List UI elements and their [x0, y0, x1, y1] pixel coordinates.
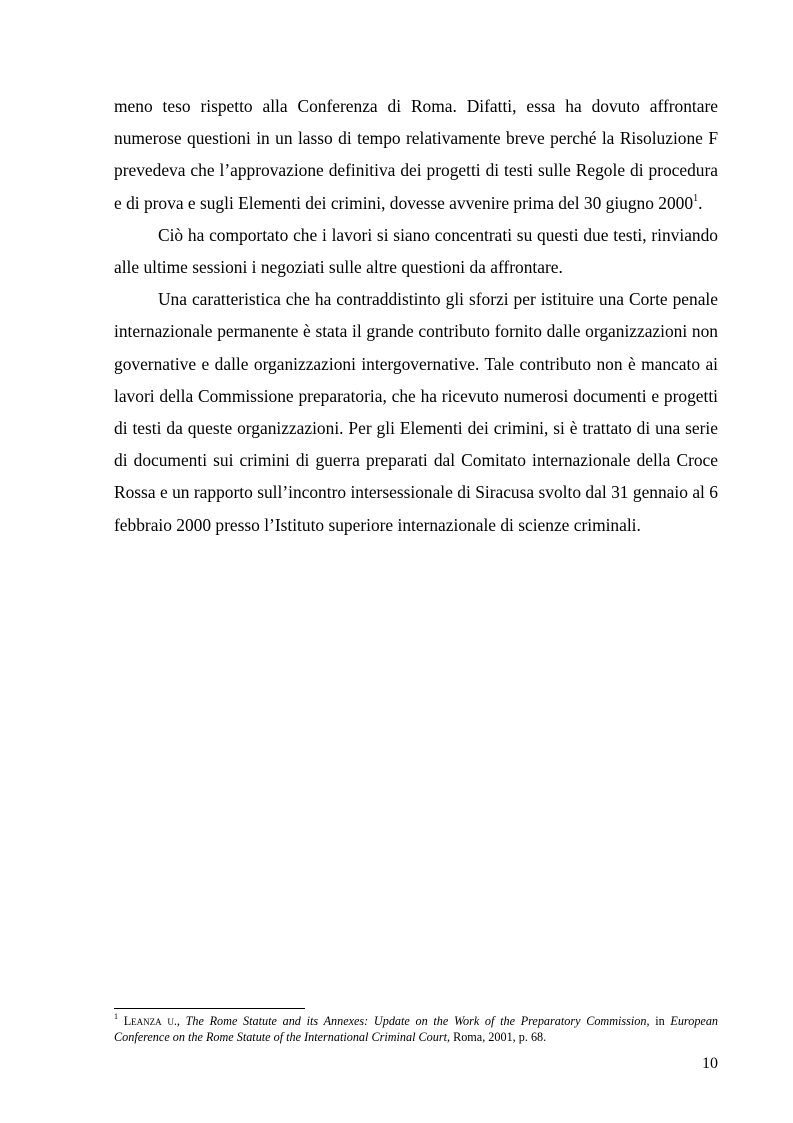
paragraph-text: meno teso rispetto alla Conferenza di Roma. Difatti, essa ha dovuto affrontare numerose questioni in un lasso di tempo relativamente breve perché la Risoluzione F prevedeva che l’approvazione definitiva dei progetti di testi sulle Regole di procedura e di prova e sugli Elementi dei crimini, dovesse avvenire prima del 30 giugno 2000 — [114, 96, 718, 213]
page-number: 10 — [702, 1055, 718, 1072]
paragraph — [114, 283, 718, 541]
paragraph-end-punctuation: . — [698, 192, 703, 213]
footnote-author: Leanza u. — [123, 1014, 177, 1028]
main-text — [114, 90, 718, 541]
footnote-source: European Conference on the Rome Statute of the International Criminal Court — [114, 1014, 719, 1044]
footnote-title: The Rome Statute and its Annexes: Update on the Work of the Preparatory Commission — [185, 1014, 647, 1028]
footnote-separator-text: , — [176, 1014, 186, 1028]
footnote — [114, 1013, 718, 1045]
footnote-tail: , Roma, 2001, p. 68. — [446, 1030, 547, 1044]
paragraph-continued — [114, 90, 718, 219]
paragraph — [114, 219, 718, 283]
paragraph-text: Una caratteristica che ha contraddistinto gli sforzi per istituire una Corte penale internazionale permanente è stata il grande contributo fornito dalle organizzazioni non governative e dalle organizzazioni intergovernative. Tale contributo non è mancato ai lavori della Commissione preparatoria, che ha ricevuto numerosi documenti e progetti di testi da queste organizzazioni. Per gli Elementi dei crimini, si è trattato di una serie di documenti sui crimini di guerra preparati dal Comitato internazionale della Croce Rossa e un rapporto sull’incontro intersessionale di Siracusa svolto dal 31 gennaio al 6 febbraio 2000 presso l’Istituto superiore internazionale di scienze criminali. — [114, 289, 718, 535]
footnote-number: 1 — [114, 1011, 118, 1021]
footnote-reference[interactable]: 1 — [693, 192, 699, 204]
footnote-separator — [114, 1008, 305, 1009]
paragraph-text: Ciò ha comportato che i lavori si siano concentrati su questi due testi, rinviando alle ultime sessioni i negoziati sulle altre questioni da affrontare. — [114, 224, 718, 278]
footnote-separator-text: , in — [646, 1014, 671, 1028]
